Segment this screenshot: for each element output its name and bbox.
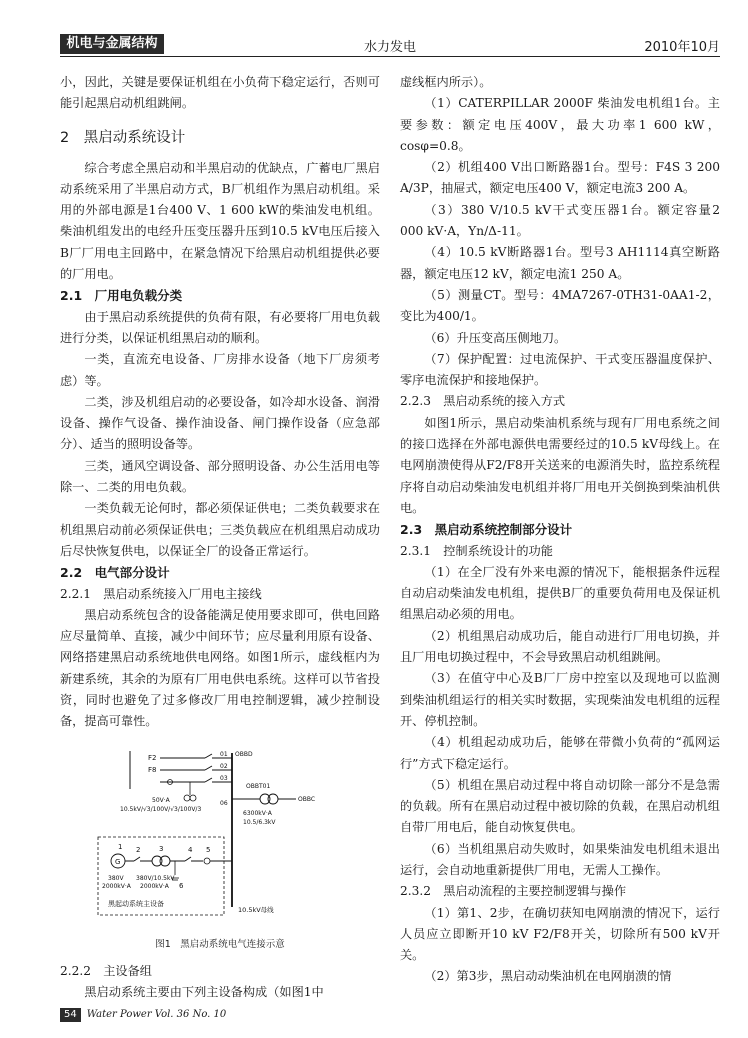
switch-symbol xyxy=(134,857,140,861)
list-item: （2）机组400 V出口断路器1台。型号：F4S 3 200 A/3P，抽屉式，额定电压400 V，额定电流3 200 A。 xyxy=(400,160,720,196)
section-2-2-3-title: 2.2.3 黑启动系统的接入方式 xyxy=(400,394,566,409)
page-number: 54 xyxy=(60,1008,81,1022)
paragraph: 一类，直流充电设备、厂房排水设备（地下厂房须考虑）等。 xyxy=(60,352,380,388)
label-num-2: 2 xyxy=(136,845,141,854)
list-item: （2）机组黑启动成功后，能自动进行厂用电切换，并且厂用电切换过程中，不会导致黑启动机组跳闸。 xyxy=(400,628,720,665)
paragraph: 由于黑启动系统提供的负荷有限，有必要将厂用电负载进行分类，以保证机组黑启动的顺利。 xyxy=(60,309,380,345)
section-2-title: 2 黑启动系统设计 xyxy=(60,129,186,146)
section-2-3-title: 2.3 黑启动系统控制部分设计 xyxy=(400,522,573,538)
label-bus-03: 03 xyxy=(220,774,228,782)
label-tr-voltage: 380V/10.5kV xyxy=(136,874,175,882)
label-xfmr-rating: 6300kV·A xyxy=(243,809,272,817)
page-header xyxy=(60,32,720,58)
header-rule xyxy=(60,56,720,57)
paragraph: 二类，涉及机组启动的必要设备，如冷却水设备、润滑设备、操作气设备、操作油设备、闸门操作设备（应急部分）、适当的照明设备等。 xyxy=(60,394,380,452)
label-f2: F2 xyxy=(148,753,157,762)
label-xfmr-volt: 10.5/6.3kV xyxy=(243,818,276,826)
header-journal-name: 水力发电 xyxy=(363,40,416,55)
ct-symbol xyxy=(204,858,210,864)
section-2-2-title: 2.2 电气部分设计 xyxy=(60,565,170,581)
list-item: （4）机组起动成功后，能够在带微小负荷的“孤网运行”方式下稳定运行。 xyxy=(400,735,720,771)
section-2-1-title: 2.1 厂用电负载分类 xyxy=(60,288,183,304)
header-section-badge: 机电与金属结构 xyxy=(60,34,164,54)
transformer-symbol xyxy=(152,856,162,866)
paragraph: 如图1所示，黑启动柴油机系统与现有厂用电系统之间的接口选择在外部电源供电需要经过的10.5 kV母线上。在电网崩溃使得从F2/F8开关送来的电源消失时，监控系统程序将自动启动柴油发电机组并将厂用电开关倒换到柴油机供电。 xyxy=(400,415,720,515)
wiring-diagram xyxy=(60,749,380,933)
label-bus: 10.5kV母线 xyxy=(238,905,274,914)
label-tr-kva: 2000kV·A xyxy=(140,882,169,890)
section-2-3-2-title: 2.3.2 黑启动流程的主要控制逻辑与操作 xyxy=(400,884,627,899)
pt-symbol xyxy=(184,795,190,801)
header-date: 2010年10月 xyxy=(644,40,720,55)
label-bus-02: 02 xyxy=(220,762,228,770)
list-item: （7）保护配置：过电流保护、干式变压器温度保护、零序电流保护和接地保护。 xyxy=(400,351,720,388)
right-column xyxy=(400,72,720,988)
label-num-6: 6 xyxy=(179,881,184,890)
label-obbc: OBBC xyxy=(298,795,316,803)
paragraph: 综合考虑全黑启动和半黑启动的优缺点，广蓄电厂黑启动系统采用了半黑启动方式，B厂机组作为黑启动机组。采用的外部电源是1台400 V、1 600 kW的柴油发电机组。柴油机组发出的电经升压变压器升压到10.5 kV电压后接入B厂厂用电主回路中，在紧急情况下给黑启动机组提供必要的厂用电。 xyxy=(60,160,380,282)
label-num-4: 4 xyxy=(188,845,193,854)
label-bus-01: 01 xyxy=(220,750,228,758)
label-obbt01: OBBT01 xyxy=(246,782,271,790)
transformer-symbol xyxy=(268,794,278,804)
transformer-symbol xyxy=(160,856,170,866)
list-item: （1）在全厂没有外来电源的情况下，能根据条件远程自动启动柴油发电机组，提供B厂的重要负荷用电及保证机组黑启动必须的用电。 xyxy=(400,564,720,622)
label-bus-06: 06 xyxy=(220,799,228,807)
section-2-3-1-title: 2.3.1 控制系统设计的功能 xyxy=(400,543,553,558)
label-obbd: OBBD xyxy=(235,750,253,758)
section-2-2-2-title: 2.2.2 主设备组 xyxy=(60,963,152,978)
list-item: （6）当机组黑启动失败时，如果柴油发电机组未退出运行，会自动地重新提供厂用电，无需人工操作。 xyxy=(400,841,720,877)
paragraph-continued: 小，因此，关键是要保证机组在小负荷下稳定运行，否则可能引起黑启动机组跳闸。 xyxy=(60,75,380,111)
label-num-1: 1 xyxy=(118,842,123,851)
switch-symbol xyxy=(205,754,212,758)
page-footer xyxy=(60,1004,226,1018)
section-2-2-1-title: 2.2.1 黑启动系统接入厂用电主接线 xyxy=(60,586,262,601)
switch-symbol xyxy=(205,766,212,770)
label-generator: G xyxy=(115,857,121,866)
list-item: （1）第1、2步，在确切获知电网崩溃的情况下，运行人员应立即断开10 kV F2/F8开关，切除所有500 kV开关。 xyxy=(400,905,720,963)
list-item: （5）机组在黑启动过程中将自动切除一部分不是急需的负载。所有在黑启动过程中被切除的负载，在黑启动机组自带厂用电后，能自动恢复供电。 xyxy=(400,777,720,835)
left-column xyxy=(60,72,380,1003)
list-item: （4）10.5 kV断路器1台。型号3 AH1114真空断路器，额定电压12 kV，额定电流1 250 A。 xyxy=(400,245,720,281)
label-ct-rating: 50V·A xyxy=(152,796,170,804)
label-box: 黑起动系统主设备 xyxy=(108,899,164,908)
switch-symbol xyxy=(205,778,212,782)
list-item: （1）CATERPILLAR 2000F 柴油发电机组1台。主要参数：额定电压400V，最大功率1 600 kW，cosφ=0.8。 xyxy=(400,96,720,153)
label-num-3: 3 xyxy=(159,844,164,853)
label-gen-kva: 2000kV·A xyxy=(102,882,131,890)
list-item: （3）在值守中心及B厂厂房中控室以及现地可以监测到柴油机组运行的相关实时数据，实现柴油发电机组的远程开、停机控制。 xyxy=(400,671,720,728)
list-item: （2）第3步，黑启动动柴油机在电网崩溃的情 xyxy=(424,969,672,984)
label-num-5: 5 xyxy=(206,845,211,854)
label-f8: F8 xyxy=(148,765,157,774)
footer-journal: Water Power Vol. 36 No. 10 xyxy=(86,1009,227,1020)
switch-symbol xyxy=(185,857,191,861)
label-gen-voltage: 380V xyxy=(108,874,124,882)
list-item: （6）升压变高压侧地刀。 xyxy=(424,330,567,345)
list-item: （3）380 V/10.5 kV干式变压器1台。额定容量2 000 kV·A，Yn/Δ-11。 xyxy=(400,202,720,239)
pt-symbol xyxy=(190,795,196,801)
paragraph: 黑启动系统包含的设备能满足使用要求即可，供电回路应尽量简单、直接，减少中间环节；应尽量利用原有设备、网络搭建黑启动系统地供电网络。如图1所示，虚线框内为新建系统，其余的为原有厂用电供电系统。这样可以节省投资，同时也避免了过多修改厂用电控制逻辑，减少控制设备，提高可靠性。 xyxy=(60,607,380,729)
transformer-symbol xyxy=(260,794,270,804)
figure-caption: 图1 黑启动系统电气连接示意 xyxy=(155,938,285,950)
paragraph: 一类负载无论何时，都必须保证供电；二类负载要求在机组黑启动前必须保证供电；三类负载应在机组黑启动成功后尽快恢复供电，以保证全厂的设备正常运行。 xyxy=(60,501,380,558)
list-item: （5）测量CT。型号：4MA7267-0TH31-0AA1-2，变比为400/1。 xyxy=(400,287,720,324)
paragraph-continued: 虚线框内所示）。 xyxy=(400,75,492,89)
paragraph: 三类，通风空调设备、部分照明设备、办公生活用电等除一、二类的用电负载。 xyxy=(60,458,380,495)
label-ct-ratio: 10.5kV/√3/100V/√3/100V/3 xyxy=(120,805,202,813)
figure-1 xyxy=(60,749,380,933)
paragraph: 黑启动系统主要由下列主设备构成（如图1中 xyxy=(84,984,324,999)
